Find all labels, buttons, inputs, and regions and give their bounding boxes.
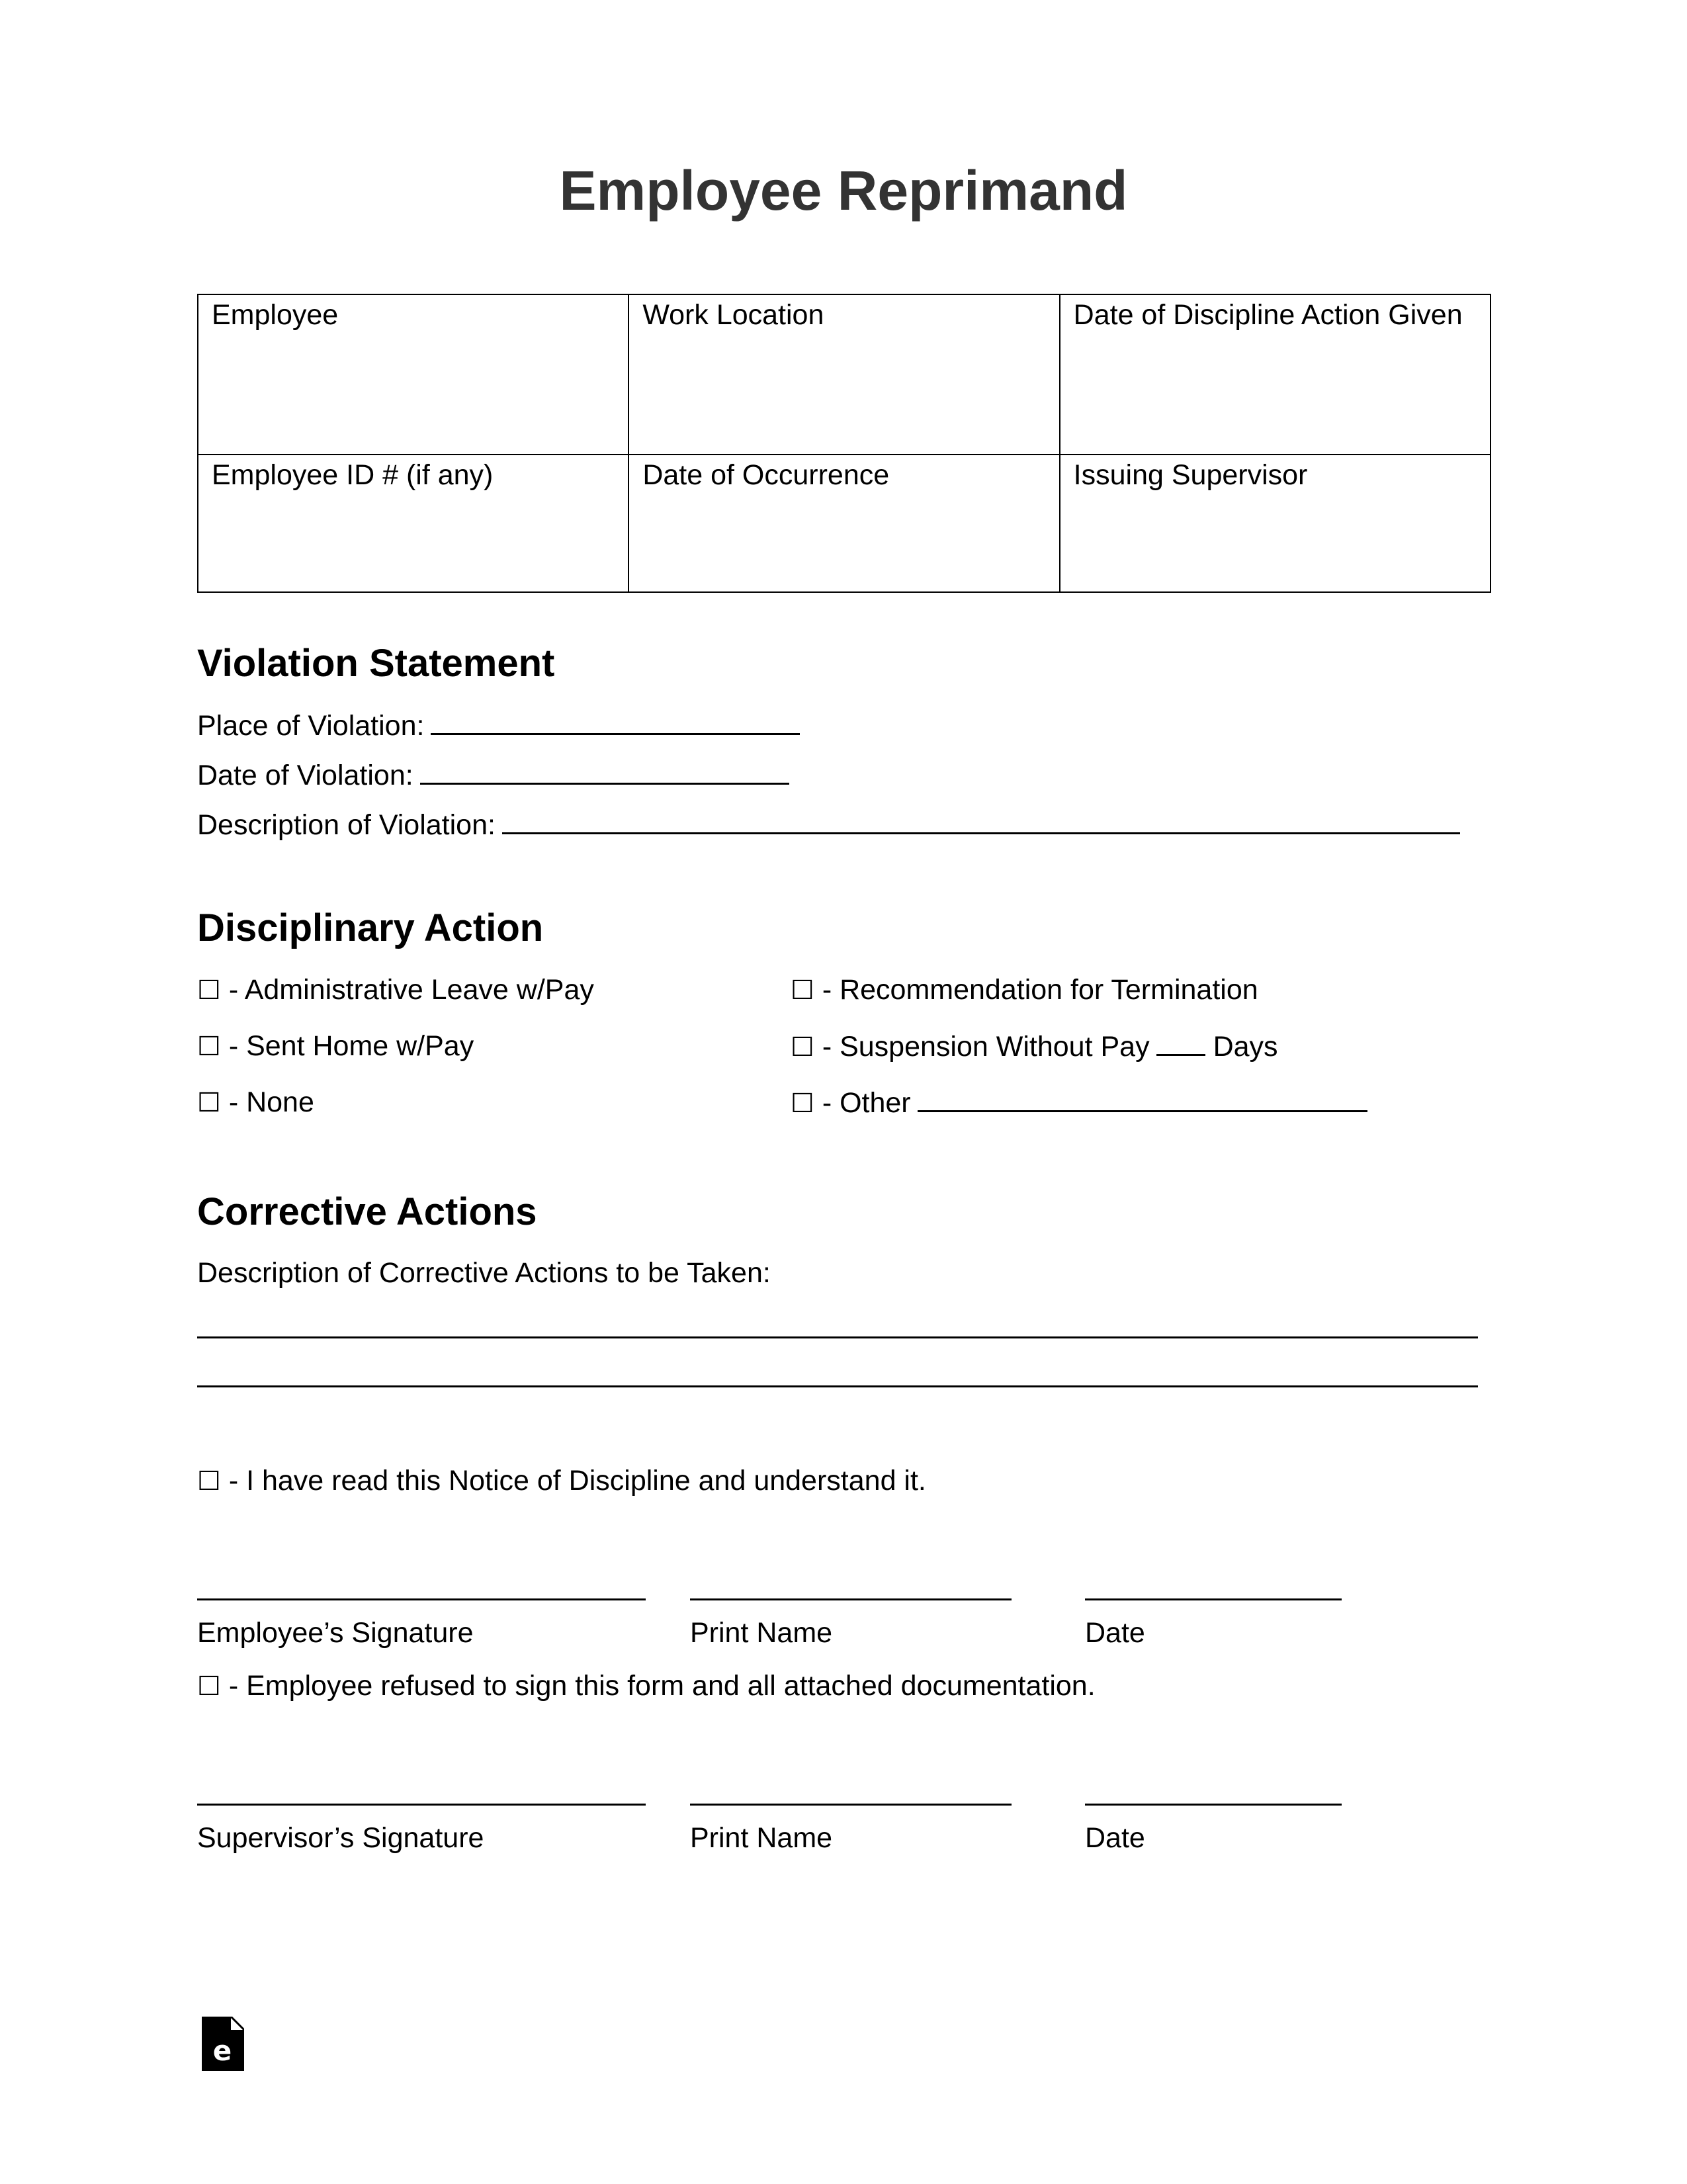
corrective-heading: Corrective Actions [197, 1190, 537, 1233]
issuing-supervisor-cell[interactable] [1060, 455, 1491, 592]
option-suspension [791, 1027, 1278, 1066]
date-of-violation-label: Date of Violation: [197, 760, 413, 791]
corrective-line-1[interactable] [197, 1336, 1478, 1338]
option-admin-leave-label: - Administrative Leave w/Pay [228, 974, 594, 1006]
refused-row [197, 1667, 1096, 1705]
option-termination [791, 971, 1258, 1009]
corrective-description-label: Description of Corrective Actions to be Taken: [197, 1257, 771, 1289]
option-none-label: - None [228, 1086, 314, 1118]
date-of-violation-field[interactable] [420, 756, 789, 785]
option-admin-leave [197, 971, 594, 1009]
acknowledge-label: - I have read this Notice of Discipline and understand it. [228, 1465, 926, 1497]
option-suspension-label: - Suspension Without Pay [822, 1031, 1150, 1063]
option-termination-label: - Recommendation for Termination [822, 974, 1258, 1006]
employee-print-name-line[interactable] [690, 1598, 1012, 1600]
employee-label: Employee [212, 299, 339, 331]
refused-label: - Employee refused to sign this form and all attached documentation. [228, 1670, 1096, 1702]
option-sent-home [197, 1027, 474, 1065]
suspension-days-field[interactable] [1156, 1027, 1205, 1056]
disciplinary-heading: Disciplinary Action [197, 906, 544, 949]
checkbox-other[interactable]: ☐ [791, 1088, 814, 1119]
work-location-label: Work Location [642, 299, 824, 331]
supervisor-signature-label: Supervisor’s Signature [197, 1822, 484, 1854]
checkbox-admin-leave[interactable]: ☐ [197, 975, 221, 1006]
corrective-line-2[interactable] [197, 1385, 1478, 1387]
checkbox-refused[interactable]: ☐ [197, 1671, 221, 1702]
place-of-violation-row [197, 707, 800, 744]
place-of-violation-label: Place of Violation: [197, 710, 425, 742]
violation-heading: Violation Statement [197, 642, 555, 685]
checkbox-termination[interactable]: ☐ [791, 975, 814, 1006]
date-of-violation-row [197, 756, 789, 794]
employee-id-cell[interactable] [198, 455, 628, 592]
supervisor-date-label: Date [1085, 1822, 1145, 1854]
checkbox-none[interactable]: ☐ [197, 1088, 221, 1118]
checkbox-sent-home[interactable]: ☐ [197, 1031, 221, 1062]
suspension-days-suffix: Days [1213, 1031, 1278, 1063]
supervisor-signature-line[interactable] [197, 1804, 646, 1806]
option-sent-home-label: - Sent Home w/Pay [228, 1030, 474, 1062]
employee-cell[interactable] [198, 294, 628, 455]
occurrence-date-label: Date of Occurrence [642, 459, 890, 491]
employee-date-line[interactable] [1085, 1598, 1342, 1600]
other-action-field[interactable] [918, 1084, 1367, 1112]
option-other [791, 1084, 1367, 1122]
discipline-date-cell[interactable] [1060, 294, 1491, 455]
employee-signature-label: Employee’s Signature [197, 1617, 474, 1649]
supervisor-print-name-line[interactable] [690, 1804, 1012, 1806]
discipline-date-label: Date of Discipline Action Given [1073, 299, 1463, 331]
place-of-violation-field[interactable] [431, 707, 800, 735]
occurrence-date-cell[interactable] [628, 455, 1059, 592]
employee-id-label: Employee ID # (if any) [212, 459, 494, 491]
employee-print-name-label: Print Name [690, 1617, 833, 1649]
acknowledge-row [197, 1462, 926, 1500]
option-none [197, 1084, 314, 1121]
employee-signature-line[interactable] [197, 1598, 646, 1600]
option-other-label: - Other [822, 1087, 911, 1119]
page-title: Employee Reprimand [559, 159, 1128, 222]
employee-date-label: Date [1085, 1617, 1145, 1649]
checkbox-acknowledge[interactable]: ☐ [197, 1466, 221, 1497]
svg-text:e: e [212, 2034, 232, 2067]
checkbox-suspension[interactable]: ☐ [791, 1032, 814, 1063]
description-of-violation-field[interactable] [502, 806, 1460, 834]
supervisor-date-line[interactable] [1085, 1804, 1342, 1806]
eforms-logo-icon [202, 2017, 244, 2071]
work-location-cell[interactable] [628, 294, 1059, 455]
supervisor-print-name-label: Print Name [690, 1822, 833, 1854]
employee-info-table [197, 294, 1491, 593]
issuing-supervisor-label: Issuing Supervisor [1073, 459, 1308, 491]
description-of-violation-row [197, 806, 1460, 844]
description-of-violation-label: Description of Violation: [197, 809, 496, 841]
